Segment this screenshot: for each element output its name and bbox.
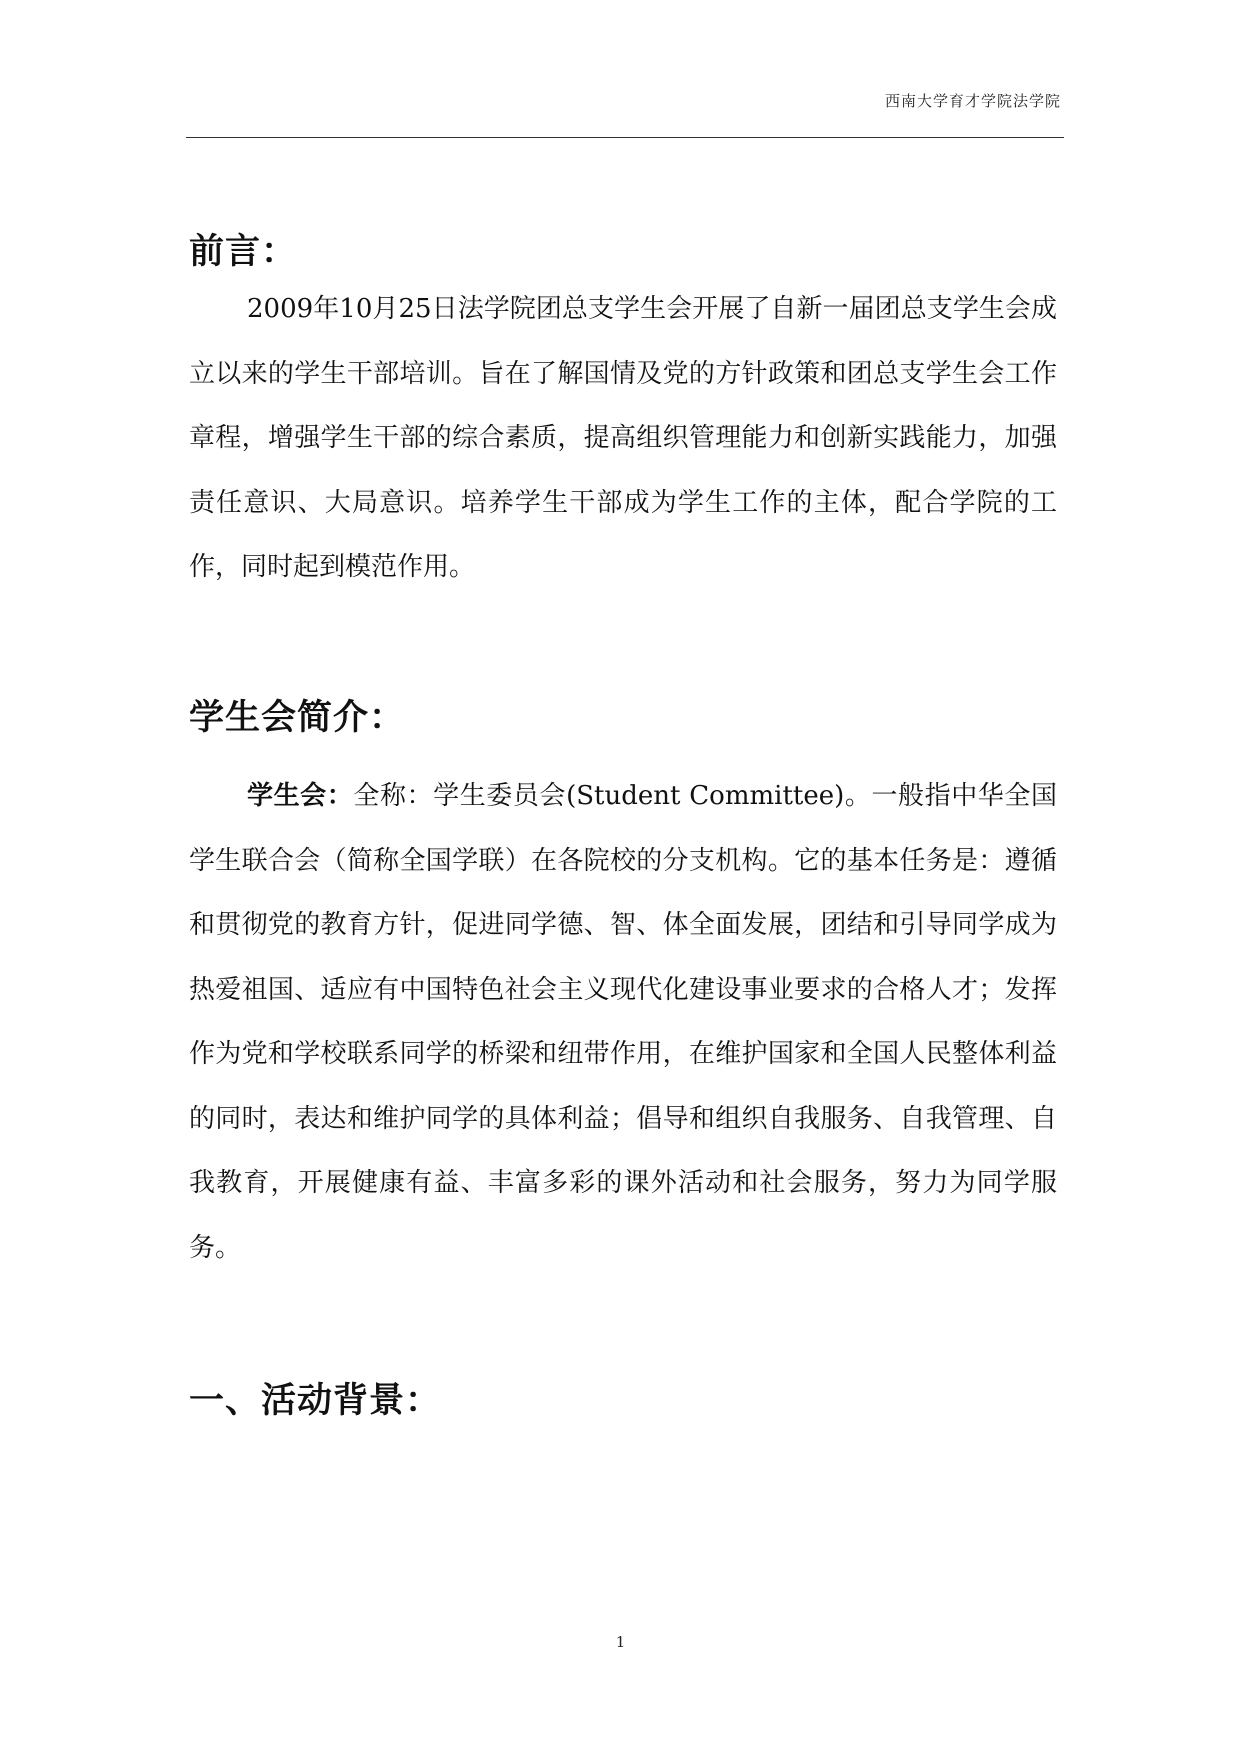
- header-institution-name: 西南大学育才学院法学院: [884, 92, 1061, 110]
- student-union-intro-text: 全称：学生委员会(Student Committee)。一般指中华全国学生联合会（简称全国学联）在各院校的分支机构。它的基本任务是：遵循和贯彻党的教育方针，促进同学德、智、体全面发展，团结和引导同学成为热爱祖国、适应有中国特色社会主义现代化建设事业要求的合格人才；发挥作为党和学校联系同学的桥梁和纽带作用，在维护国家和全国人民整体利益的同时，表达和维护同学的具体利益；倡导和组织自我服务、自我管理、自我教育，开展健康有益、丰富多彩的课外活动和社会服务，努力为同学服务。: [189, 781, 1057, 1263]
- page-number: 1: [615, 1633, 626, 1651]
- section-heading-preface: 前言：: [189, 232, 298, 272]
- student-union-intro-paragraph: [189, 764, 1057, 1280]
- section-heading-student-union-intro: 学生会简介：: [189, 698, 406, 738]
- preface-paragraph: 2009年10月25日法学院团总支学生会开展了自新一届团总支学生会成立以来的学生干部培训。旨在了解国情及党的方针政策和团总支学生会工作章程，增强学生干部的综合素质，提高组织管理能力和创新实践能力，加强责任意识、大局意识。培养学生干部成为学生工作的主体，配合学院的工作，同时起到模范作用。: [189, 294, 1057, 582]
- section-heading-activity-background: 一、活动背景：: [189, 1381, 442, 1421]
- header-divider: [186, 137, 1064, 138]
- student-union-lead-term: 学生会：: [247, 781, 354, 811]
